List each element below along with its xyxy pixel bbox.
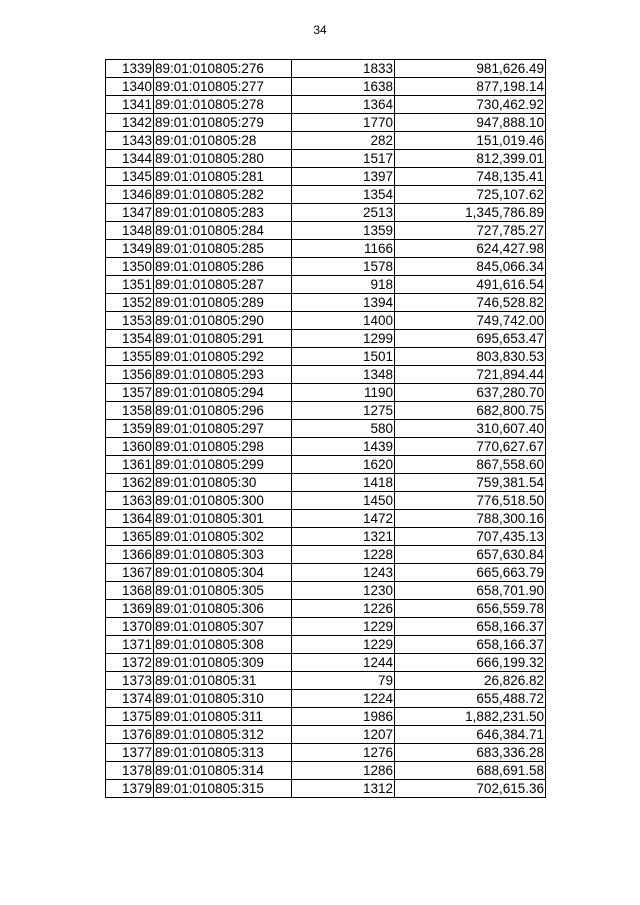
cadastral-number-cell: 89:01:010805:314 (154, 762, 292, 780)
cadastral-value-cell: 624,427.98 (395, 240, 546, 258)
cadastral-number-cell: 89:01:010805:290 (154, 312, 292, 330)
cadastral-number-cell: 89:01:010805:302 (154, 528, 292, 546)
row-number-cell: 1370 (106, 618, 154, 636)
table-row (106, 528, 546, 546)
cadastral-value-cell: 803,830.53 (395, 348, 546, 366)
area-cell: 1400 (292, 312, 395, 330)
cadastral-number-cell: 89:01:010805:304 (154, 564, 292, 582)
table-row (106, 222, 546, 240)
cadastral-value-cell: 867,558.60 (395, 456, 546, 474)
table-row (106, 708, 546, 726)
area-cell: 1501 (292, 348, 395, 366)
cadastral-number-cell: 89:01:010805:311 (154, 708, 292, 726)
area-cell: 1228 (292, 546, 395, 564)
cadastral-value-cell: 759,381.54 (395, 474, 546, 492)
cadastral-value-cell: 776,518.50 (395, 492, 546, 510)
table-row (106, 546, 546, 564)
area-cell: 1472 (292, 510, 395, 528)
area-cell: 1620 (292, 456, 395, 474)
area-cell: 1418 (292, 474, 395, 492)
area-cell: 1638 (292, 78, 395, 96)
row-number-cell: 1361 (106, 456, 154, 474)
row-number-cell: 1362 (106, 474, 154, 492)
cadastral-value-cell: 947,888.10 (395, 114, 546, 132)
table-row (106, 240, 546, 258)
row-number-cell: 1346 (106, 186, 154, 204)
cadastral-number-cell: 89:01:010805:276 (154, 60, 292, 78)
table-row (106, 618, 546, 636)
table-row (106, 510, 546, 528)
table-row (106, 60, 546, 78)
cadastral-value-cell: 770,627.67 (395, 438, 546, 456)
cadastral-number-cell: 89:01:010805:280 (154, 150, 292, 168)
cadastral-value-cell: 702,615.36 (395, 780, 546, 798)
row-number-cell: 1368 (106, 582, 154, 600)
row-number-cell: 1355 (106, 348, 154, 366)
area-cell: 1299 (292, 330, 395, 348)
cadastral-number-cell: 89:01:010805:30 (154, 474, 292, 492)
cadastral-number-cell: 89:01:010805:305 (154, 582, 292, 600)
row-number-cell: 1354 (106, 330, 154, 348)
cadastral-number-cell: 89:01:010805:310 (154, 690, 292, 708)
cadastral-number-cell: 89:01:010805:297 (154, 420, 292, 438)
cadastral-number-cell: 89:01:010805:301 (154, 510, 292, 528)
row-number-cell: 1375 (106, 708, 154, 726)
row-number-cell: 1365 (106, 528, 154, 546)
cadastral-number-cell: 89:01:010805:294 (154, 384, 292, 402)
area-cell: 1450 (292, 492, 395, 510)
cadastral-number-cell: 89:01:010805:303 (154, 546, 292, 564)
cadastral-number-cell: 89:01:010805:307 (154, 618, 292, 636)
row-number-cell: 1360 (106, 438, 154, 456)
row-number-cell: 1372 (106, 654, 154, 672)
table-row (106, 132, 546, 150)
cadastral-number-cell: 89:01:010805:31 (154, 672, 292, 690)
area-cell: 1833 (292, 60, 395, 78)
table-row (106, 78, 546, 96)
area-cell: 1517 (292, 150, 395, 168)
area-cell: 1166 (292, 240, 395, 258)
cadastral-value-cell: 26,826.82 (395, 672, 546, 690)
table-row (106, 348, 546, 366)
table-row (106, 276, 546, 294)
cadastral-value-cell: 310,607.40 (395, 420, 546, 438)
row-number-cell: 1343 (106, 132, 154, 150)
area-cell: 1286 (292, 762, 395, 780)
table-row (106, 438, 546, 456)
cadastral-number-cell: 89:01:010805:286 (154, 258, 292, 276)
area-cell: 1229 (292, 636, 395, 654)
cadastral-number-cell: 89:01:010805:313 (154, 744, 292, 762)
table-row (106, 96, 546, 114)
cadastral-number-cell: 89:01:010805:287 (154, 276, 292, 294)
page-number: 34 (313, 23, 327, 37)
cadastral-value-cell: 812,399.01 (395, 150, 546, 168)
cadastral-value-cell: 658,701.90 (395, 582, 546, 600)
table-row (106, 258, 546, 276)
cadastral-number-cell: 89:01:010805:312 (154, 726, 292, 744)
cadastral-value-cell: 658,166.37 (395, 636, 546, 654)
row-number-cell: 1342 (106, 114, 154, 132)
row-number-cell: 1350 (106, 258, 154, 276)
area-cell: 1986 (292, 708, 395, 726)
cadastral-value-cell: 788,300.16 (395, 510, 546, 528)
table-row (106, 114, 546, 132)
row-number-cell: 1348 (106, 222, 154, 240)
table-row (106, 690, 546, 708)
cadastral-value-cell: 707,435.13 (395, 528, 546, 546)
area-cell: 1244 (292, 654, 395, 672)
cadastral-value-cell: 491,616.54 (395, 276, 546, 294)
table-row (106, 582, 546, 600)
cadastral-number-cell: 89:01:010805:291 (154, 330, 292, 348)
area-cell: 1229 (292, 618, 395, 636)
row-number-cell: 1358 (106, 402, 154, 420)
row-number-cell: 1363 (106, 492, 154, 510)
table-row (106, 204, 546, 222)
cadastral-value-cell: 695,653.47 (395, 330, 546, 348)
cadastral-number-cell: 89:01:010805:315 (154, 780, 292, 798)
cadastral-value-cell: 981,626.49 (395, 60, 546, 78)
cadastral-number-cell: 89:01:010805:281 (154, 168, 292, 186)
area-cell: 282 (292, 132, 395, 150)
cadastral-value-cell: 1,882,231.50 (395, 708, 546, 726)
row-number-cell: 1349 (106, 240, 154, 258)
area-cell: 1359 (292, 222, 395, 240)
table-row (106, 780, 546, 798)
cadastral-number-cell: 89:01:010805:298 (154, 438, 292, 456)
area-cell: 1276 (292, 744, 395, 762)
table-row (106, 294, 546, 312)
cadastral-value-cell: 746,528.82 (395, 294, 546, 312)
row-number-cell: 1374 (106, 690, 154, 708)
table-row (106, 330, 546, 348)
row-number-cell: 1339 (106, 60, 154, 78)
cadastral-number-cell: 89:01:010805:279 (154, 114, 292, 132)
table-row (106, 168, 546, 186)
row-number-cell: 1344 (106, 150, 154, 168)
cadastral-value-cell: 877,198.14 (395, 78, 546, 96)
cadastral-value-cell: 658,166.37 (395, 618, 546, 636)
table-row (106, 474, 546, 492)
area-cell: 1243 (292, 564, 395, 582)
area-cell: 580 (292, 420, 395, 438)
area-cell: 1348 (292, 366, 395, 384)
cadastral-value-cell: 683,336.28 (395, 744, 546, 762)
table-row (106, 762, 546, 780)
table-row (106, 384, 546, 402)
table-row (106, 672, 546, 690)
table-row (106, 186, 546, 204)
table-row (106, 312, 546, 330)
cadastral-value-cell: 1,345,786.89 (395, 204, 546, 222)
area-cell: 1190 (292, 384, 395, 402)
row-number-cell: 1371 (106, 636, 154, 654)
area-cell: 1354 (292, 186, 395, 204)
table-row (106, 150, 546, 168)
cadastral-value-cell: 665,663.79 (395, 564, 546, 582)
cadastral-number-cell: 89:01:010805:284 (154, 222, 292, 240)
table-row (106, 366, 546, 384)
area-cell: 1230 (292, 582, 395, 600)
table-row (106, 564, 546, 582)
row-number-cell: 1369 (106, 600, 154, 618)
area-cell: 1321 (292, 528, 395, 546)
area-cell: 1312 (292, 780, 395, 798)
area-cell: 2513 (292, 204, 395, 222)
table-row (106, 492, 546, 510)
cadastral-value-cell: 725,107.62 (395, 186, 546, 204)
row-number-cell: 1351 (106, 276, 154, 294)
cadastral-number-cell: 89:01:010805:285 (154, 240, 292, 258)
cadastral-number-cell: 89:01:010805:300 (154, 492, 292, 510)
row-number-cell: 1356 (106, 366, 154, 384)
cadastral-value-cell: 845,066.34 (395, 258, 546, 276)
row-number-cell: 1373 (106, 672, 154, 690)
cadastral-number-cell: 89:01:010805:306 (154, 600, 292, 618)
cadastral-value-cell: 666,199.32 (395, 654, 546, 672)
area-cell: 1364 (292, 96, 395, 114)
cadastral-number-cell: 89:01:010805:293 (154, 366, 292, 384)
row-number-cell: 1357 (106, 384, 154, 402)
row-number-cell: 1359 (106, 420, 154, 438)
row-number-cell: 1352 (106, 294, 154, 312)
area-cell: 79 (292, 672, 395, 690)
cadastral-number-cell: 89:01:010805:28 (154, 132, 292, 150)
area-cell: 918 (292, 276, 395, 294)
cadastral-value-cell: 151,019.46 (395, 132, 546, 150)
cadastral-value-cell: 655,488.72 (395, 690, 546, 708)
area-cell: 1770 (292, 114, 395, 132)
row-number-cell: 1366 (106, 546, 154, 564)
table-row (106, 636, 546, 654)
cadastral-number-cell: 89:01:010805:308 (154, 636, 292, 654)
cadastral-number-cell: 89:01:010805:289 (154, 294, 292, 312)
cadastral-value-cell: 657,630.84 (395, 546, 546, 564)
cadastral-number-cell: 89:01:010805:296 (154, 402, 292, 420)
cadastral-number-cell: 89:01:010805:299 (154, 456, 292, 474)
row-number-cell: 1341 (106, 96, 154, 114)
table-row (106, 600, 546, 618)
row-number-cell: 1378 (106, 762, 154, 780)
row-number-cell: 1379 (106, 780, 154, 798)
row-number-cell: 1364 (106, 510, 154, 528)
cadastral-value-cell: 656,559.78 (395, 600, 546, 618)
cadastre-table (105, 59, 546, 798)
cadastral-number-cell: 89:01:010805:309 (154, 654, 292, 672)
table-row (106, 420, 546, 438)
table-body (106, 60, 546, 798)
area-cell: 1397 (292, 168, 395, 186)
cadastral-number-cell: 89:01:010805:278 (154, 96, 292, 114)
cadastral-value-cell: 727,785.27 (395, 222, 546, 240)
cadastral-value-cell: 682,800.75 (395, 402, 546, 420)
cadastral-number-cell: 89:01:010805:277 (154, 78, 292, 96)
area-cell: 1394 (292, 294, 395, 312)
area-cell: 1275 (292, 402, 395, 420)
table-row (106, 456, 546, 474)
table-row (106, 402, 546, 420)
cadastral-number-cell: 89:01:010805:282 (154, 186, 292, 204)
cadastral-value-cell: 730,462.92 (395, 96, 546, 114)
cadastral-number-cell: 89:01:010805:283 (154, 204, 292, 222)
cadastral-value-cell: 646,384.71 (395, 726, 546, 744)
cadastral-value-cell: 748,135.41 (395, 168, 546, 186)
row-number-cell: 1353 (106, 312, 154, 330)
cadastral-value-cell: 749,742.00 (395, 312, 546, 330)
row-number-cell: 1367 (106, 564, 154, 582)
row-number-cell: 1376 (106, 726, 154, 744)
area-cell: 1578 (292, 258, 395, 276)
area-cell: 1207 (292, 726, 395, 744)
row-number-cell: 1340 (106, 78, 154, 96)
table-row (106, 744, 546, 762)
row-number-cell: 1345 (106, 168, 154, 186)
cadastral-value-cell: 721,894.44 (395, 366, 546, 384)
table-row (106, 654, 546, 672)
area-cell: 1439 (292, 438, 395, 456)
area-cell: 1224 (292, 690, 395, 708)
cadastral-value-cell: 637,280.70 (395, 384, 546, 402)
table-row (106, 726, 546, 744)
area-cell: 1226 (292, 600, 395, 618)
row-number-cell: 1347 (106, 204, 154, 222)
cadastral-number-cell: 89:01:010805:292 (154, 348, 292, 366)
cadastral-value-cell: 688,691.58 (395, 762, 546, 780)
row-number-cell: 1377 (106, 744, 154, 762)
